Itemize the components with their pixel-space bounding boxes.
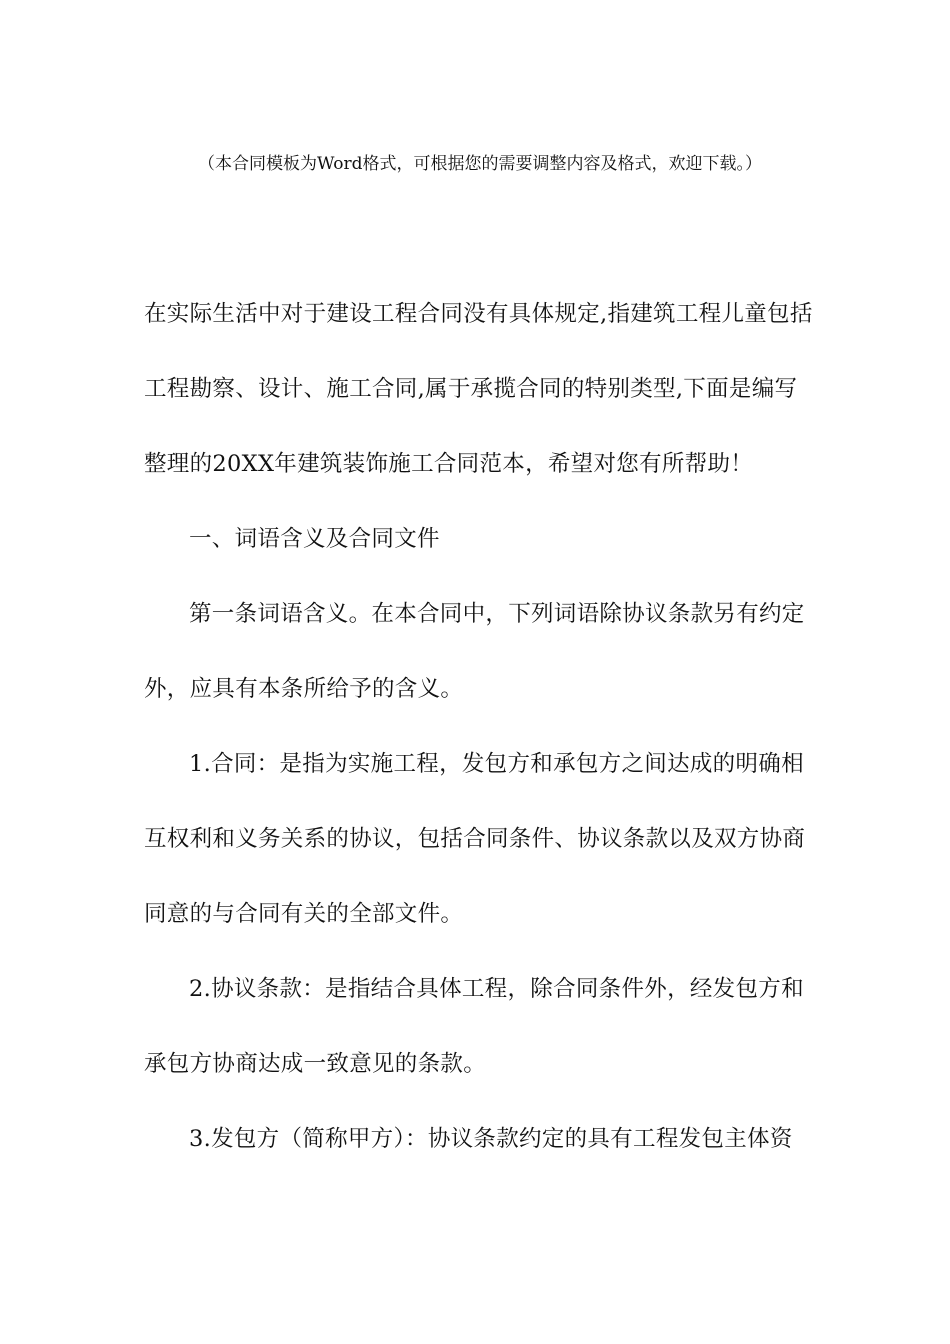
text-line-5: 第一条词语含义。在本合同中，下列词语除协议条款另有约定	[189, 601, 805, 627]
text-line-1: 在实际生活中对于建设工程合同没有具体规定,指建筑工程儿童包括	[144, 301, 813, 327]
text-line-12: 3.发包方（简称甲方）：协议条款约定的具有工程发包主体资	[189, 1126, 793, 1152]
text-line-3: 整理的20XX年建筑装饰施工合同范本，希望对您有所帮助！	[144, 451, 754, 477]
text-line-6: 外，应具有本条所给予的含义。	[144, 676, 464, 702]
text-line-10: 2.协议条款：是指结合具体工程，除合同条件外，经发包方和	[189, 976, 804, 1002]
text-line-2: 工程勘察、设计、施工合同,属于承揽合同的特别类型,下面是编写	[144, 376, 798, 402]
text-line-7: 1.合同：是指为实施工程，发包方和承包方之间达成的明确相	[189, 751, 804, 777]
text-line-8: 互权利和义务关系的协议，包括合同条件、协议条款以及双方协商	[144, 826, 806, 852]
document-body	[144, 293, 813, 1193]
text-line-11: 承包方协商达成一致意见的条款。	[144, 1051, 487, 1077]
text-line-9: 同意的与合同有关的全部文件。	[144, 901, 464, 927]
template-note: （本合同模板为Word格式，可根据您的需要调整内容及格式，欢迎下载。）	[197, 154, 763, 174]
section-heading: 一、词语含义及合同文件	[189, 526, 440, 552]
